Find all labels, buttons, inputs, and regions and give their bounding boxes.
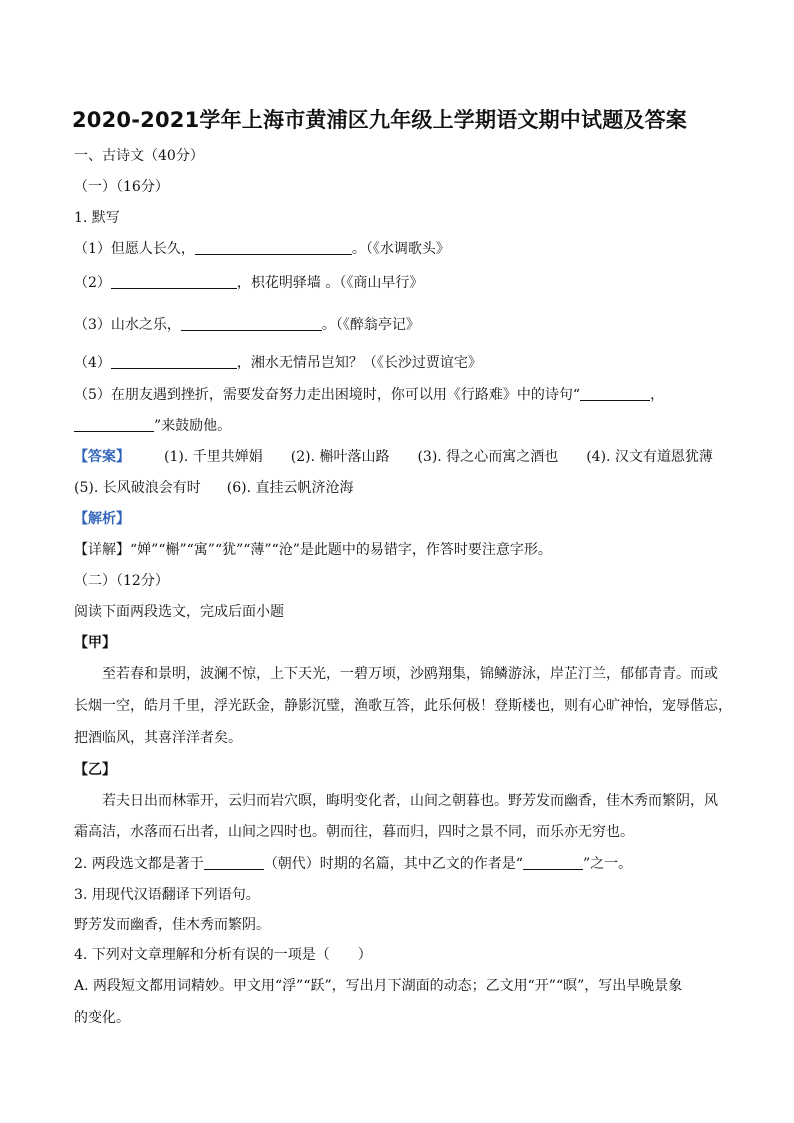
answer-blank (74, 418, 154, 432)
passage-yi-line: 霜高洁，水落而石出者，山间之四时也。朝而往，暮而归，四时之景不同，而乐亦无穷也。 (74, 824, 634, 840)
answer-item: (5). 长风破浪会有时 (74, 480, 201, 496)
question-1-5 (74, 386, 664, 404)
passage-yi-tag: 【乙】 (74, 762, 116, 778)
question-1: 1. 默写 (74, 210, 120, 226)
answer-blank (111, 275, 237, 289)
passage-jia-line: 长烟一空，皓月千里，浮光跃金，静影沉璧，渔歌互答，此乐何极！登斯楼也，则有心旷神怡，宠辱偕忘， (74, 698, 732, 714)
reading-intro: 阅读下面两段选文，完成后面小题 (74, 604, 284, 620)
passage-jia-line: 至若春和景明，波澜不惊，上下天光，一碧万顷，沙鸥翔集，锦鳞游泳，岸芷汀兰，郁郁青青。而或 (102, 666, 718, 682)
question-text: ”来鼓励他。 (154, 418, 232, 434)
section-heading: 一、古诗文（40分） (74, 148, 204, 164)
answer-item: (6). 直挂云帆济沧海 (226, 480, 354, 496)
answer-item: (4). 汉文有道恩犹薄 (586, 449, 713, 465)
question-text: 。（《水调歌头》 (351, 241, 450, 257)
answer-tag: 【答案】 (74, 449, 130, 465)
answer-blank (523, 856, 583, 870)
question-4-option-a-cont: 的变化。 (74, 1010, 130, 1026)
question-text: ”之一。 (582, 856, 633, 872)
question-text: （4） (74, 355, 111, 371)
question-text: （3）山水之乐， (74, 317, 181, 333)
question-3-sentence: 野芳发而幽香，佳木秀而繁阴。 (74, 917, 270, 933)
question-text: （朝代）时期的名篇，其中乙文的作者是“ (263, 856, 523, 872)
question-text: （5）在朋友遇到挫折，需要发奋努力走出困境时，你可以用《行路难》中的诗句“ (74, 387, 581, 403)
question-4-option-a: A. 两段短文都用词精妙。甲文用“浮”“跃”，写出月下湖面的动态；乙文用“开”“暝”，写出早晚景象 (74, 978, 683, 994)
question-text: ，枳花明驿墙 。（《商山早行》 (236, 275, 424, 291)
question-text: ，湘水无情吊岂知？（《长沙过贾谊宅》 (236, 355, 482, 371)
question-1-1 (74, 240, 450, 258)
question-1-2 (74, 274, 423, 292)
question-text: （1）但愿人长久， (74, 241, 195, 257)
question-4: 4. 下列对文章理解和分析有误的一项是（ ） (74, 947, 372, 963)
question-1-4 (74, 354, 482, 372)
part-heading: （二）（12分） (74, 573, 169, 589)
answer-blank (195, 241, 352, 255)
answer-blank (580, 387, 650, 401)
question-text: ， (650, 387, 665, 403)
question-1-3 (74, 316, 420, 334)
answer-item: (3). 得之心而寓之酒也 (417, 449, 559, 465)
answer-blank (181, 317, 322, 331)
question-2 (74, 855, 632, 873)
analysis-tag: 【解析】 (74, 511, 130, 527)
question-text: 2. 两段选文都是著于 (74, 856, 204, 872)
answer-blank (204, 856, 264, 870)
answer-line-1 (74, 448, 713, 466)
answer-item: (1). 千里共婵娟 (164, 449, 263, 465)
question-text: （2） (74, 275, 111, 291)
passage-yi-line: 若夫日出而林霏开，云归而岩穴暝，晦明变化者，山间之朝暮也。野芳发而幽香，佳木秀而繁阴，风 (102, 793, 718, 809)
answer-blank (111, 355, 237, 369)
question-3: 3. 用现代汉语翻译下列语句。 (74, 887, 260, 903)
document-title: 2020-2021学年上海市黄浦区九年级上学期语文期中试题及答案 (72, 108, 688, 132)
answer-line-2 (74, 479, 353, 497)
passage-jia-tag: 【甲】 (74, 635, 116, 651)
question-1-5-cont (74, 417, 231, 435)
part-heading: （一）（16分） (74, 179, 169, 195)
answer-item: (2). 槲叶落山路 (290, 449, 390, 465)
detail-text: 【详解】“婵”“槲”“寓”“犹”“薄”“沧”是此题中的易错字，作答时要注意字形。 (74, 542, 552, 558)
passage-jia-line: 把酒临风，其喜洋洋者矣。 (74, 730, 242, 746)
question-text: 。（《醉翁亭记》 (321, 317, 420, 333)
